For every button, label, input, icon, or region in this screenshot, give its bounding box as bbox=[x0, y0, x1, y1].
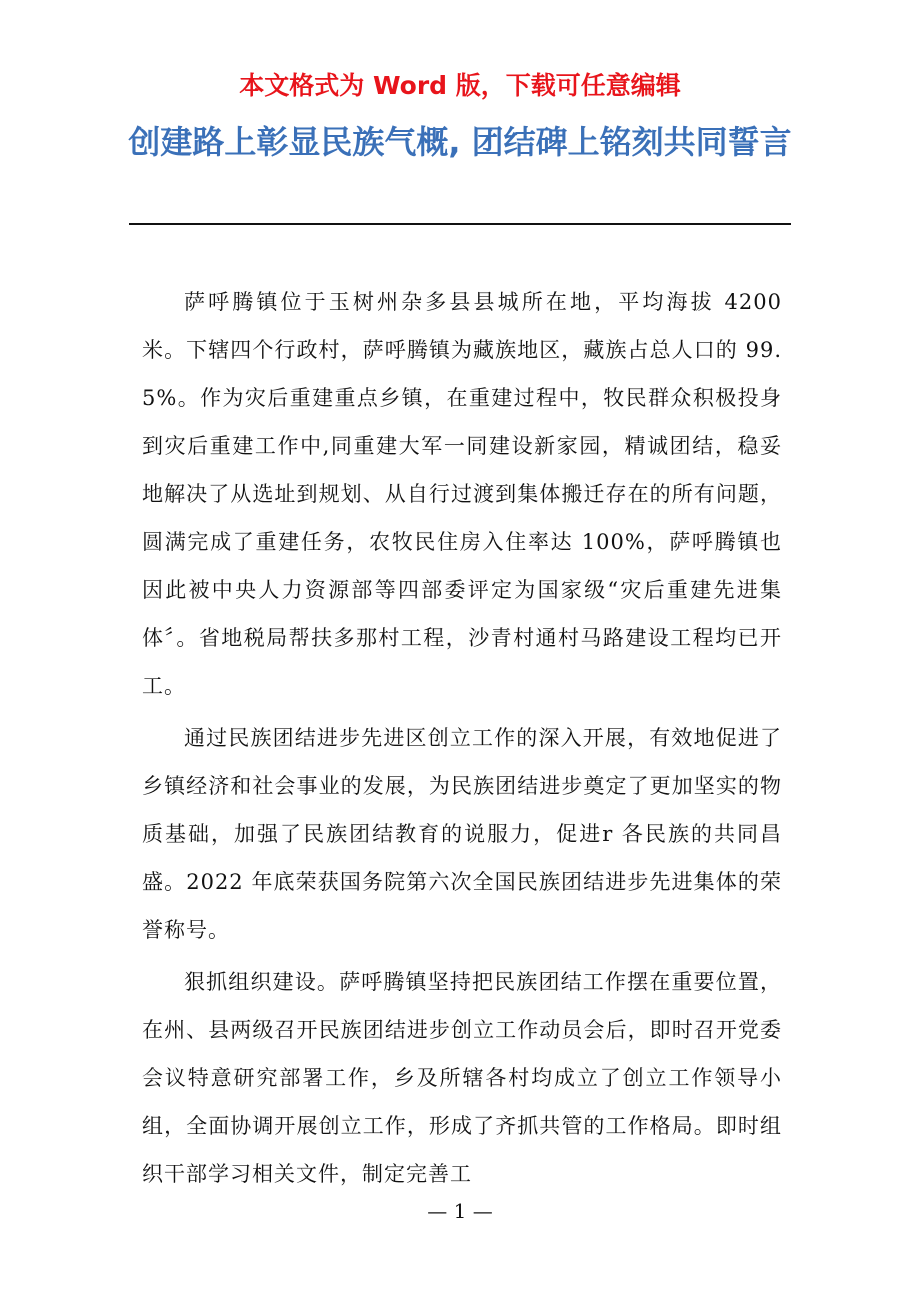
download-notice: 本文格式为 Word 版，下载可任意编辑 bbox=[239, 71, 681, 100]
body-paragraph: 通过民族团结进步先进区创立工作的深入开展，有效地促进了乡镇经济和社会事业的发展，为民族团结进步奠定了更加坚实的物质基础，加强了民族团结教育的说服力，促进r 各民族的共同昌盛。2022 年底荣获国务院第六次全国民族团结进步先进集体的荣誉称号。 bbox=[142, 726, 782, 942]
title-divider bbox=[129, 223, 791, 225]
document-body bbox=[142, 278, 782, 1202]
body-paragraph: 狠抓组织建设。萨呼腾镇坚持把民族团结工作摆在重要位置，在州、县两级召开民族团结进步创立工作动员会后，即时召开党委会议特意研究部署工作，乡及所辖各村均成立了创立工作领导小组，全面协调开展创立工作，形成了齐抓共管的工作格局。即时组织干部学习相关文件，制定完善工 bbox=[142, 970, 782, 1186]
body-paragraph: 萨呼腾镇位于玉树州杂多县县城所在地，平均海拔 4200 米。下辖四个行政村，萨呼腾镇为藏族地区，藏族占总人口的 99.5%。作为灾后重建重点乡镇，在重建过程中，牧民群众积极投身到灾后重建工作中,同重建大军一同建设新家园，精诚团结，稳妥地解决了从选址到规划、从自行过渡到集体搬迁存在的所有问题，圆满完成了重建任务，农牧民住房入住率达 100%，萨呼腾镇也因此被中央人力资源部等四部委评定为国家级“灾后重建先进集体〞。省地税局帮扶多那村工程，沙青村通村马路建设工程均已开工。 bbox=[142, 290, 782, 698]
document-title: 创建路上彰显民族气概, 团结碑上铭刻共同誓言 bbox=[128, 123, 792, 161]
page-number: — 1 — bbox=[427, 1199, 493, 1223]
